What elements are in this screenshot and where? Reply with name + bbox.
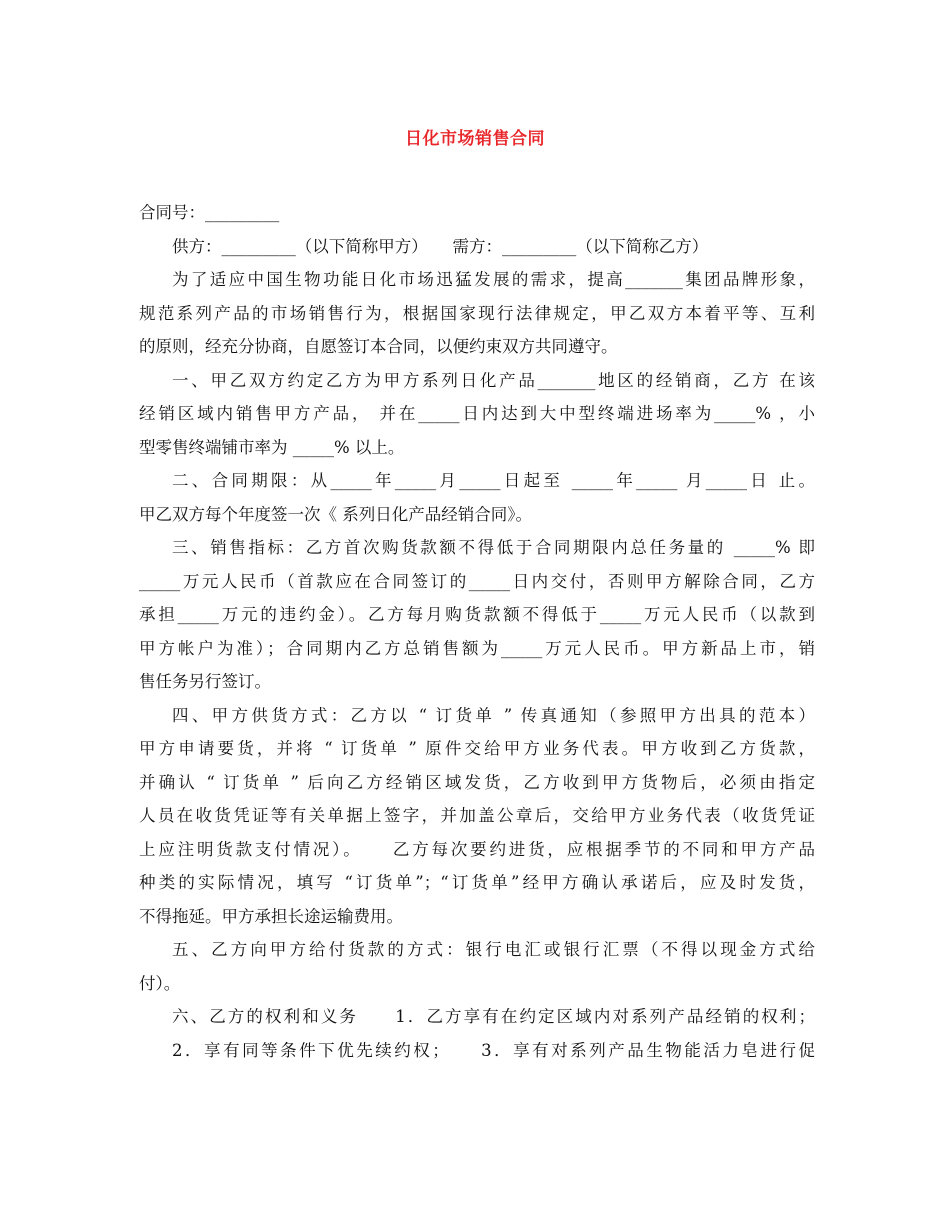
clause-2-line-1: 二、合同期限：从_____年_____月_____日起至 _____年_____ 月_____日 止。 bbox=[172, 471, 815, 490]
clause-1-line-3: 型零售终端铺市率为 _____% 以上。 bbox=[139, 437, 405, 457]
clause-2-line-2: 甲乙双方每个年度签一次《 系列日化产品经销合同》。 bbox=[139, 504, 532, 524]
clause-3-line-3: 承担_____万元的违约金）。乙方每月购货款额不得低于_____万元人民币（以款到 bbox=[139, 605, 815, 624]
clause-5-line-1: 五、乙方向甲方给付货款的方式：银行电汇或银行汇票（不得以现金方式给 bbox=[172, 940, 815, 959]
clause-3-line-2: _____万元人民币（首款应在合同签订的_____日内交付，否则甲方解除合同，乙方 bbox=[139, 571, 815, 591]
clause-4-line-6: 种类的实际情况，填写 “订货单”；“订货单”经甲方确认承诺后，应及时发货， bbox=[139, 873, 815, 892]
clause-3-line-1: 三、销售指标：乙方首次购货款额不得低于合同期限内总任务量的 _____% 即 bbox=[172, 538, 815, 557]
clause-4-line-7: 不得拖延。甲方承担长途运输费用。 bbox=[139, 906, 403, 926]
clause-4-line-5: 上应注明货款支付情况）。 乙方每次要约进货，应根据季节的不同和甲方产品 bbox=[139, 839, 815, 859]
clause-1-line-1: 一、甲乙双方约定乙方为甲方系列日化产品_______地区的经销商，乙方 在该 bbox=[172, 370, 815, 390]
preamble-line-1: 为了适应中国生物功能日化市场迅猛发展的需求，提高_______集团品牌形象， bbox=[172, 270, 815, 289]
clause-4-line-1: 四、甲方供货方式：乙方以 “ 订货单 ” 传真通知（参照甲方出具的范本） bbox=[172, 705, 815, 725]
document-title: 日化市场销售合同 bbox=[405, 129, 545, 149]
clause-3-line-4: 甲方帐户为准）；合同期内乙方总销售额为_____万元人民币。甲方新品上市，销 bbox=[139, 638, 815, 658]
parties-line: 供方：_________（以下简称甲方） 需方：_________（以下简称乙方） bbox=[172, 236, 709, 256]
preamble-line-2: 规范系列产品的市场销售行为，根据国家现行法律规定，甲乙双方本着平等、互利 bbox=[139, 303, 815, 323]
preamble-line-3: 的原则，经充分协商，自愿签订本合同，以便约束双方共同遵守。 bbox=[139, 337, 618, 356]
clause-4-line-2: 甲方申请要货，并将 “ 订货单 ” 原件交给甲方业务代表。甲方收到乙方货款， bbox=[139, 739, 815, 758]
clause-4-line-3: 并确认 “ 订货单 ” 后向乙方经销区域发货，乙方收到甲方货物后，必须由指定 bbox=[139, 772, 815, 792]
clause-1-line-2: 经销区域内销售甲方产品， 并在_____日内达到大中型终端进场率为_____% ，小 bbox=[139, 404, 815, 423]
clause-4-line-4: 人员在收货凭证等有关单据上签字，并加盖公章后，交给甲方业务代表（收货凭证 bbox=[139, 806, 815, 825]
document-body bbox=[139, 196, 815, 1067]
clause-5-line-2: 付）。 bbox=[139, 973, 181, 993]
clause-6-line-1: 六、乙方的权利和义务 1．乙方享有在约定区域内对系列产品经销的权利； bbox=[172, 1007, 815, 1026]
clause-3-line-5: 售任务另行签订。 bbox=[139, 672, 271, 691]
clause-6-line-2: 2．享有同等条件下优先续约权； 3．享有对系列产品生物能活力皂进行促 bbox=[172, 1040, 815, 1060]
contract-number-line: 合同号：_________ bbox=[139, 203, 280, 222]
